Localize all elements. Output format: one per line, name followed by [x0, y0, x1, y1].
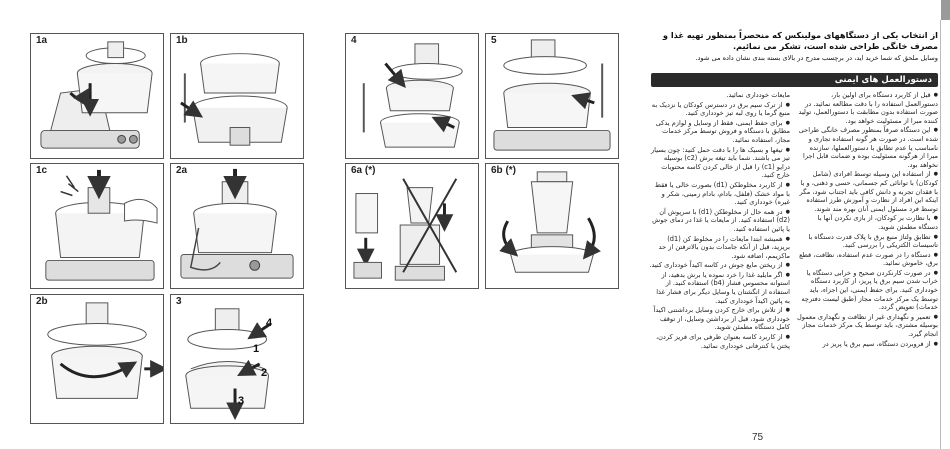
illustration-1c	[30, 163, 164, 289]
panel-label: 5	[491, 35, 497, 46]
panel-label: 1a	[36, 35, 48, 46]
safety-item: ● از ترک سیم برق در دسترس کودکان یا نزدیک به منبع گرما یا روی لبه تیز خودداری کنید.	[649, 101, 790, 118]
lid-locking-drawing	[31, 164, 163, 288]
safety-item: ● از کاربرد مخلوطکن (d1) بصورت خالی یا فقط با مواد خشک (فلفل، بادام، بادام زمینی، شکر و غیره) خودداری کنید.	[649, 181, 790, 207]
blender-jug-drawing	[346, 164, 478, 288]
callout-number-4: 4	[266, 317, 273, 329]
panel-label: 6b (*)	[491, 165, 516, 176]
bowl-lid-drawing	[486, 34, 618, 158]
safety-item: ● از فروبردن دستگاه، سیم برق یا پریز در	[797, 340, 938, 349]
illustration-1a	[30, 33, 164, 159]
intro-thanks: از انتخاب یکی از دستگاههای مولینکس که منحصراً بمنظور تهیه غذا و مصرف خانگی طراحی شده است، تشکر می نمائیم.	[662, 30, 938, 51]
callout-number-3: 3	[238, 395, 245, 407]
illustration-3	[170, 294, 304, 424]
safety-header-label: دستورالعمل های ایمنی	[834, 75, 932, 85]
attachment-drawing	[346, 34, 478, 158]
safety-item: ● دستگاه را در صورت عدم استفاده، نظافت، قطع برق، خاموش نمائید.	[797, 251, 938, 268]
page-number: 75	[752, 432, 764, 443]
language-side-tab	[941, 0, 950, 20]
illustration-4	[345, 33, 479, 159]
food-processor-base-drawing	[31, 34, 163, 158]
safety-item: ● تعمیر و نگهداری غیر از نظافت و نگهداری معمول بوسیله مشتری، باید توسط یک مرکز خدمات مجاز انجام گیرد.	[797, 313, 938, 339]
safety-item: مایعات خودداری نمائید.	[726, 91, 790, 99]
safety-item: ● این دستگاه صرفاً بمنظور مصرف خانگی طراحی شده است. در صورت هر گونه استفاده تجاری و نامناسب یا عدم تطابق با دستورالعملها، سازنده مبرا از هرگونه مسئولیت بوده و ضمانت قابل اجرا نخواهد بود.	[797, 126, 938, 169]
blade-assembly-drawing	[171, 295, 303, 423]
illustration-6a	[345, 163, 479, 289]
intro-accessories-note: وسایل ملحق که شما خرید اید، در برچسب مدرج در بالای بسته بندی نشان داده می شود.	[695, 54, 938, 62]
panel-label: 2a	[176, 165, 188, 176]
safety-item: ● قبل از کاربرد دستگاه برای اولین بار، دستورالعمل استفاده را با دقت مطالعه نمائید. در صورت استفاده بدون مطابقت با دستورالعمل، تولید کننده مبرا از مسئولیت خواهد بود.	[797, 91, 938, 125]
safety-item: ● از ریختن مایع جوش در کاسه اکیداً خودداری کنید.	[649, 261, 790, 270]
panel-label: 2b	[36, 296, 48, 307]
panel-label: 6a (*)	[351, 165, 376, 176]
illustration-6b	[485, 163, 619, 289]
illustration-1b	[170, 33, 304, 159]
safety-item: ● از استفاده این وسیله توسط افرادی (شامل کودکان) با توانائی کم جسمانی، حسی و ذهنی، و یا با فقدان تجربه و دانش کافی باید اجتناب شود، مگر اینکه این افراد از نظارت و آموزش طرز استفاده توسط فرد مسئول ایمنی آنان بهره مند شوند.	[797, 170, 938, 213]
safety-item: ● برای حفظ ایمنی، فقط از وسایل و لوازم یدکی مطابق با دستگاه و فروش توسط مرکز خدمات مجاز، استفاده نمائید.	[649, 119, 790, 145]
illustration-2b	[30, 294, 164, 424]
illustration-2a	[170, 163, 304, 289]
safety-item: ● با نظارت بر کودکان، از بازی نکردن آنها با دستگاه مطمئن شوید.	[797, 214, 938, 231]
blender-mounted-drawing	[486, 164, 618, 288]
safety-item: ● در همه حال از مخلوطکن (d1) با سرپوش آن (d2) استفاده کنید. از مایعات یا غذا در دمای جوش یا پائین استفاده کنید.	[649, 208, 790, 234]
safety-item: ● همیشه ابتدا مایعات را در مخلوط کن (d1) بریزید، قبل از آنکه جامدات بدون بالاترفتن از حد ماکزیمم، اضافه شود.	[649, 235, 790, 261]
safety-item: ● از کاربرد کاسه بعنوان ظرفی برای فریز کردن، پختن یا کنترفانی خودداری نمائید.	[649, 333, 790, 350]
page-edge-rule	[940, 20, 941, 449]
disk-removal-drawing	[31, 295, 163, 423]
panel-label: 4	[351, 35, 357, 46]
panel-label: 1b	[176, 35, 188, 46]
panel-label: 3	[176, 296, 182, 307]
callout-number-1: 1	[253, 343, 260, 355]
illustration-5	[485, 33, 619, 159]
text-column-left	[649, 91, 790, 351]
safety-item: ● در صورت کارنکردن صحیح و خرابی دستگاه یا خراب شدن سیم برق یا پریز، از کاربرد دستگاه خودداری کنید. برای حفظ ایمنی، این اجزاء، باید توسط یک مرکز خدمات مجاز (طبق لیست دفترچه خدمات) تعویض گردد.	[797, 269, 938, 312]
safety-item: ● اگر مایلید غذا را خرد نموده یا برش بدهید، از استوانه محسوس فشار (b4) استفاده کنید. از استفاده از انگشتان یا وسایل دیگر برای فشار غذا به پائین اکیداً خودداری کنید.	[649, 271, 790, 305]
slicing-setup-drawing	[171, 164, 303, 288]
callout-number-2: 2	[261, 367, 268, 379]
bowl-assembly-drawing	[171, 34, 303, 158]
safety-item: ● تیغها و بسیک ها را با دقت حمل کنید: چون بسیار تیز می باشند. شما باید تیغه برش (c2) بوسیله درایو (c1) را قبل از خالی کردن کاسه محتویات خارج کنید.	[649, 146, 790, 180]
safety-instructions-header	[651, 73, 938, 87]
safety-item: ● تطابق ولتاژ منبع برق با پلاک قدرت دستگاه با تاسیسات الکتریکی را بررسی کنید.	[797, 233, 938, 250]
safety-item: ● از تلاش برای خارج کردن وسایل برداشتنی اکیداً خودداری شود، قبل از برداشتن وسایل، از توقف کامل دستگاه مطمئن شوید.	[649, 306, 790, 332]
text-column-right	[797, 91, 938, 349]
panel-label: 1c	[36, 165, 48, 176]
